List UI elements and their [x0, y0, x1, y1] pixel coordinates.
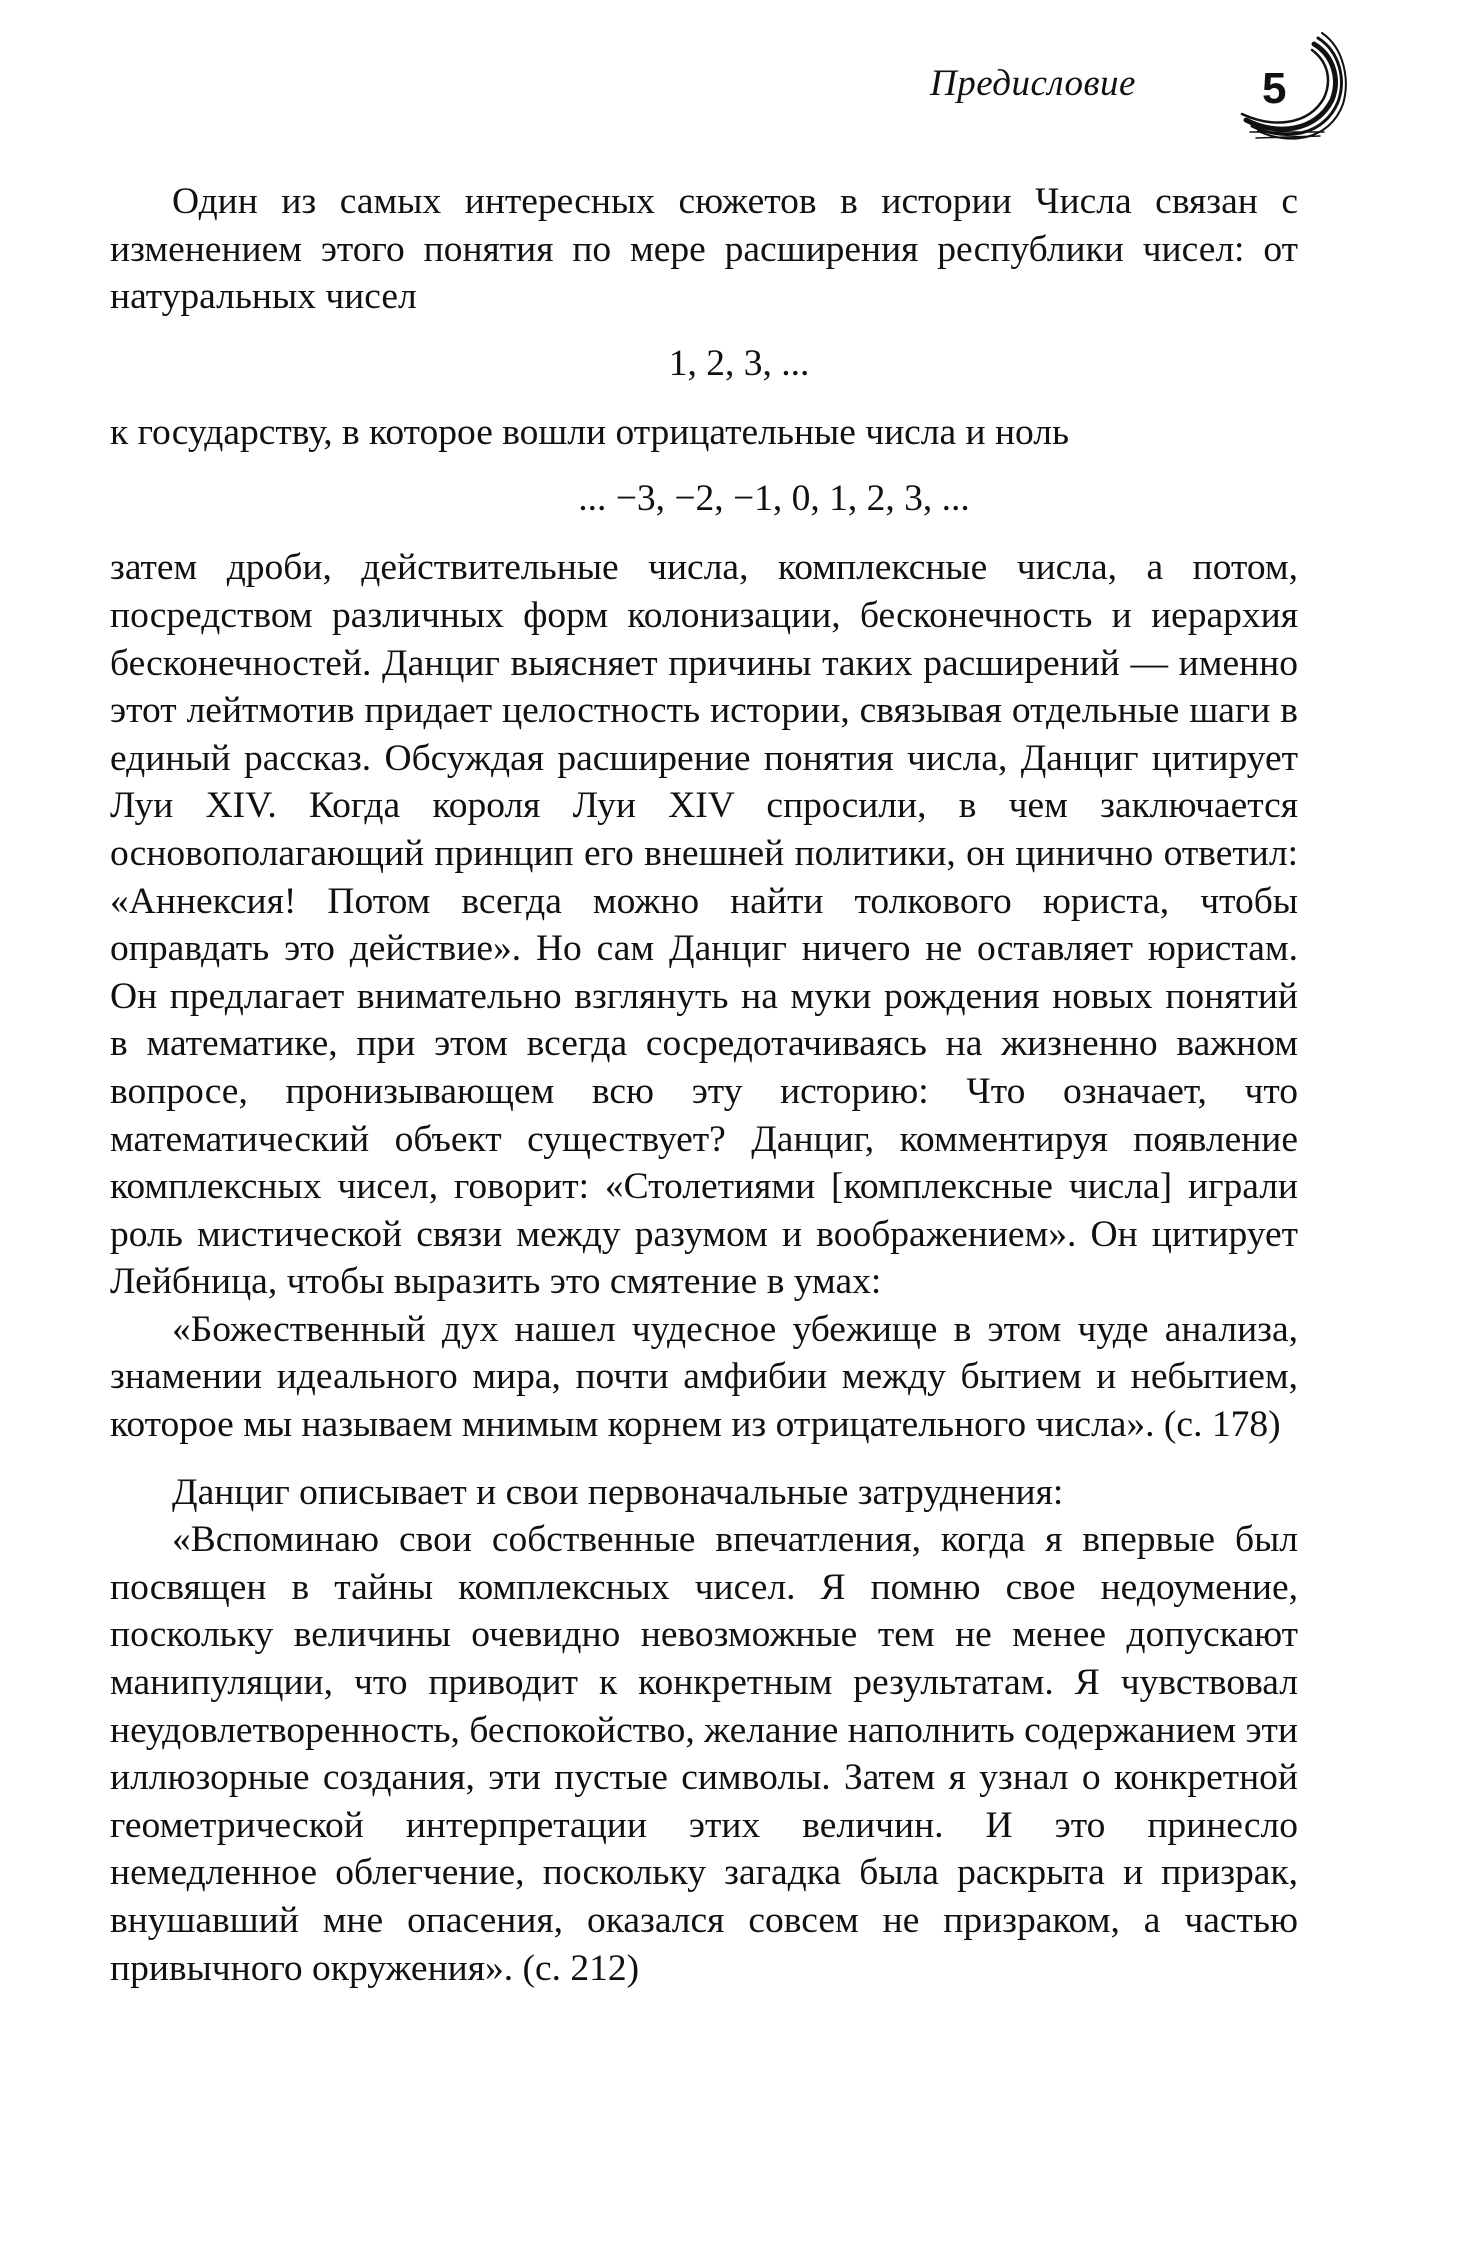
formula-integers: ... −3, −2, −1, 0, 1, 2, 3, ...	[578, 478, 970, 520]
paragraph-difficulties: Данциг описывает и свои первоначальные затруднения:	[172, 1471, 1064, 1513]
quote-leibniz: «Божественный дух нашел чудесное убежище в этом чуде анализа, знамении идеального мира, почти амфибии между бытием и небытием, которое мы называем мнимым корнем из отрицательного числа». (с. 178)	[110, 1308, 1298, 1446]
paragraph-state: к государству, в которое вошли отрицательные числа и ноль	[110, 411, 1070, 453]
paragraph-extensions: затем дроби, действительные числа, комплексные числа, а потом, посредством различных форм колонизации, бесконечность и иерархия бесконечностей. Данциг выясняет причины таких расширений — именно этот лейтмотив придает целостность истории, связывая отдельные шаги в единый рассказ. Обсуждая расширение понятия числа, Данциг цитирует Луи XIV. Когда короля Луи XIV спросили, в чем заключается основополагающий принцип его внешней политики, он цинично ответил: «Аннексия! Потом всегда можно найти толкового юриста, чтобы оправдать это действие». Но сам Данциг ничего не оставляет юристам. Он предлагает внимательно взглянуть на муки рождения новых понятий в математике, при этом всегда сосредотачиваясь на жизненно важном вопросе, пронизывающем всю эту историю: Что означает, что математический объект существует? Данциг, комментируя появление комплексных чисел, говорит: «Столетиями [комплексные числа] играли роль мистической связи между разумом и воображением». Он цитирует Лейбница, чтобы выразить это смятение в умах:	[110, 547, 1298, 1303]
main-text	[110, 178, 1298, 1992]
quote-dantzig: «Вспоминаю свои собственные впечатления, когда я впервые был посвящен в тайны комплексных чисел. Я помню свое недоумение, поскольку величины очевидно невозможные тем не менее допускают манипуляции, что приводит к конкретным результатам. Я чувствовал неудовлетворенность, беспокойство, желание наполнить содержанием эти иллюзорные создания, эти пустые символы. Затем я узнал о конкретной геометрической интерпретации этих величин. И это принесло немедленное облегчение, поскольку загадка была раскрыта и призрак, внушавший мне опасения, оказался совсем не призраком, а частью привычного окружения». (с. 212)	[110, 1519, 1298, 1989]
formula-natural-numbers: 1, 2, 3, ...	[668, 342, 810, 384]
page-number: 5	[1262, 64, 1287, 113]
running-title: Предисловие	[930, 63, 1136, 104]
spacer	[110, 1449, 1298, 1469]
page-number-swirl-icon	[1228, 28, 1348, 148]
paragraph-intro: Один из самых интересных сюжетов в истории Числа связан с изменением этого понятия по мере расширения республики чисел: от натуральных чисел	[110, 181, 1298, 318]
